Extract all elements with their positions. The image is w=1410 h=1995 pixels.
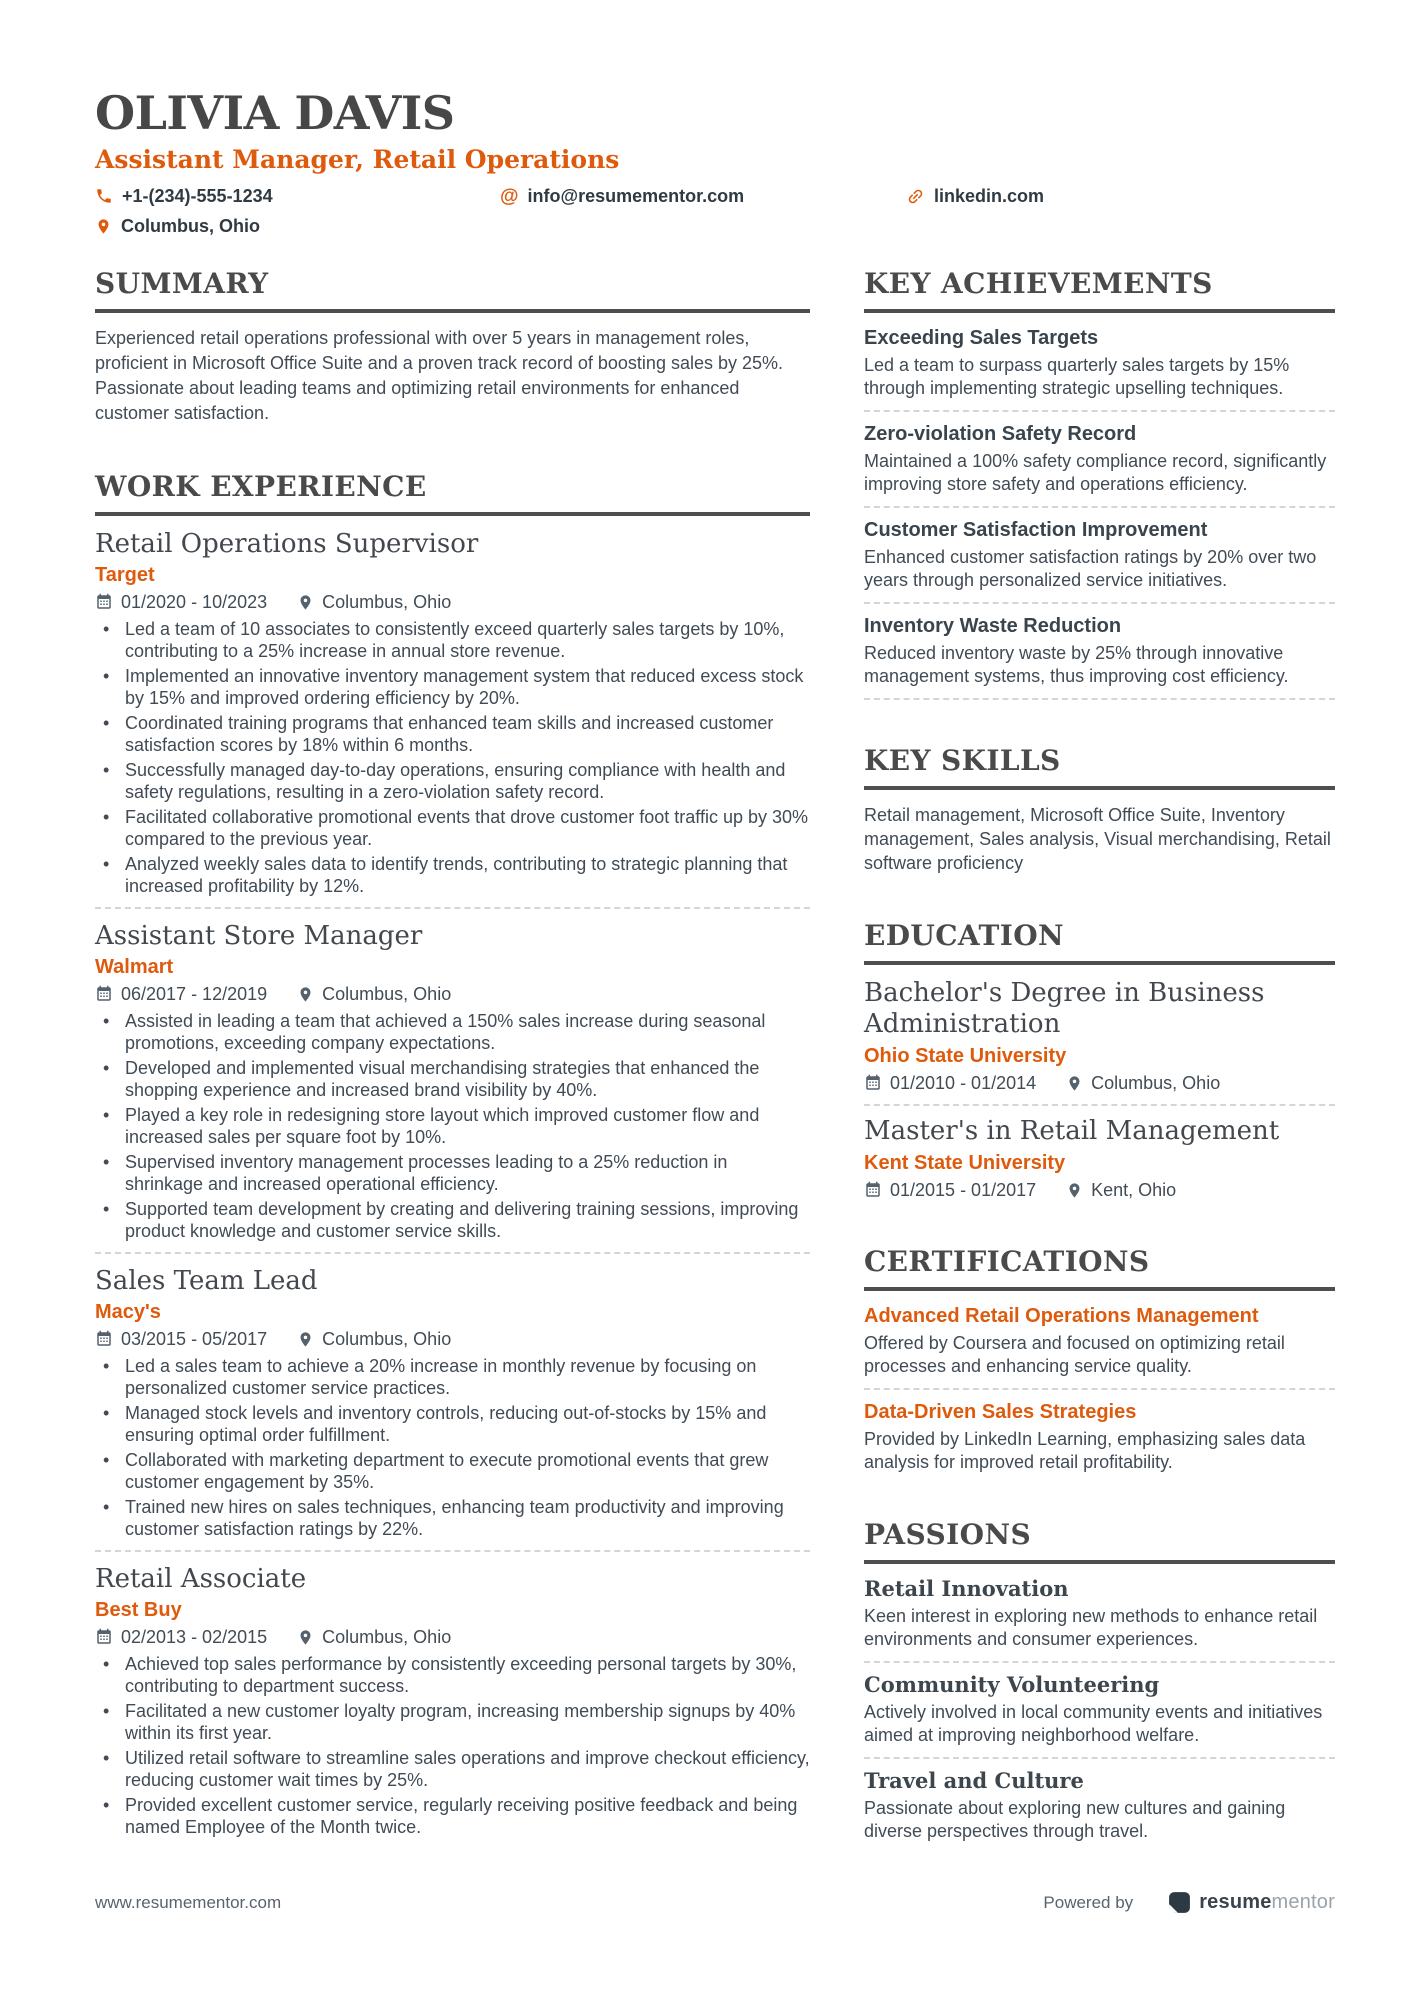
certification-text: Offered by Coursera and focused on optimizing retail processes and enhancing service quality. (864, 1332, 1285, 1376)
job-dates: 02/2013 - 02/2015 (95, 1627, 267, 1648)
calendar-icon (95, 1330, 113, 1348)
passions-section (864, 1518, 1335, 1843)
education-meta (864, 1180, 1335, 1201)
education-location: Kent, Ohio (1066, 1180, 1176, 1201)
calendar-icon (95, 985, 113, 1003)
job-bullet: • Facilitated a new customer loyalty program, increasing membership signups by 40% within its first year. (95, 1700, 810, 1744)
key-skills-section (864, 744, 1335, 875)
job-bullet: • Assisted in leading a team that achieved a 150% sales increase during seasonal promotions, exceeding company expectations. (95, 1010, 810, 1054)
job-meta (95, 592, 810, 613)
location (95, 216, 260, 237)
education-dates: 01/2010 - 01/2014 (864, 1073, 1036, 1094)
job-bullet: • Coordinated training programs that enhanced team skills and increased customer satisfaction scores by 18% within 6 months. (95, 712, 810, 756)
link-icon (902, 183, 929, 210)
job-bullet: • Developed and implemented visual merchandising strategies that enhanced the shopping experience and increased brand visibility by 40%. (95, 1057, 810, 1101)
certification-item (864, 1400, 1335, 1474)
job-entry (95, 921, 810, 1242)
job-company: Walmart (95, 955, 174, 978)
degree-title: Bachelor's Degree in Business Administration (864, 977, 1265, 1039)
job-bullet: • Supported team development by creating and delivering training sessions, improving product knowledge and customer service skills. (95, 1198, 810, 1242)
job-bullet: • Implemented an innovative inventory management system that reduced excess stock by 15% and improved ordering efficiency by 20%. (95, 665, 810, 709)
resume-columns (95, 267, 1335, 1843)
job-location: Columbus, Ohio (297, 1329, 451, 1350)
job-bullet: • Achieved top sales performance by consistently exceeding personal targets by 30%, contributing to department success. (95, 1653, 810, 1697)
education-entry (864, 1116, 1335, 1201)
education-location: Columbus, Ohio (1066, 1073, 1220, 1094)
job-entry (95, 529, 810, 897)
location-pin-icon (95, 218, 112, 235)
job-title: Sales Team Lead (95, 1265, 318, 1296)
job-bullet: • Played a key role in redesigning store layout which improved customer flow and increased sales per square foot by 10%. (95, 1104, 810, 1148)
dashed-divider (864, 1104, 1335, 1106)
certification-text: Provided by LinkedIn Learning, emphasizing sales data analysis for improved retail profitability. (864, 1428, 1306, 1472)
passion-text: Keen interest in exploring new methods to enhance retail environments and consumer experiences. (864, 1605, 1318, 1649)
certification-title: Advanced Retail Operations Management (864, 1304, 1259, 1327)
passion-title: Travel and Culture (864, 1767, 1084, 1793)
job-entry (95, 1266, 810, 1540)
education-entry (864, 978, 1335, 1094)
job-location: Columbus, Ohio (297, 592, 451, 613)
key-achievements-section (864, 267, 1335, 700)
job-bullets (95, 1355, 810, 1540)
job-title: Retail Operations Supervisor (95, 528, 479, 559)
person-name: OLIVIA DAVIS (95, 86, 455, 140)
phone-number: +1-(234)-555-1234 (122, 185, 273, 206)
passion-text: Passionate about exploring new cultures and gaining diverse perspectives through travel. (864, 1797, 1286, 1841)
education-meta (864, 1073, 1335, 1094)
at-icon: @ (500, 185, 519, 207)
job-location: Columbus, Ohio (297, 1627, 451, 1648)
education-dates: 01/2015 - 01/2017 (864, 1180, 1036, 1201)
summary-heading: SUMMARY (95, 267, 810, 313)
passion-title: Community Volunteering (864, 1671, 1160, 1697)
contact-row-1 (95, 186, 1335, 207)
summary-text: Experienced retail operations professional with over 5 years in management roles, proficient in Microsoft Office Suite and a proven track record of boosting sales by 25%. Passionate about leading teams and optimizing retail environments for enhanced customer satisfaction. (95, 327, 784, 423)
skills-text: Retail management, Microsoft Office Suite, Inventory management, Sales analysis, Visual merchandising, Retail software proficiency (864, 804, 1331, 873)
work-experience-section (95, 470, 810, 1838)
achievement-item (864, 326, 1335, 400)
achievement-title: Zero-violation Safety Record (864, 422, 1137, 445)
dashed-divider (864, 1661, 1335, 1663)
achievement-text: Enhanced customer satisfaction ratings by 20% over two years through personalized service initiatives. (864, 546, 1317, 590)
passion-text: Actively involved in local community events and initiatives aimed at improving neighborhood welfare. (864, 1701, 1323, 1745)
key-achievements-heading: KEY ACHIEVEMENTS (864, 267, 1335, 313)
dashed-divider (864, 506, 1335, 508)
job-meta (95, 984, 810, 1005)
job-bullet: • Supervised inventory management processes leading to a 25% reduction in shrinkage and increased operational efficiency. (95, 1151, 810, 1195)
certifications-section (864, 1245, 1335, 1474)
achievement-title: Exceeding Sales Targets (864, 326, 1099, 349)
calendar-icon (95, 593, 113, 611)
resumementor-brand-link[interactable] (1167, 1890, 1335, 1915)
achievement-text: Led a team to surpass quarterly sales targets by 15% through implementing strategic upselling techniques. (864, 354, 1290, 398)
achievement-text: Reduced inventory waste by 25% through innovative management systems, thus improving cost efficiency. (864, 642, 1289, 686)
location-pin-icon (297, 1629, 314, 1646)
contact-row-2 (95, 216, 1335, 237)
dashed-divider (864, 410, 1335, 412)
resume-header (95, 88, 1335, 237)
resumementor-logo-icon (1167, 1890, 1192, 1915)
school-name: Kent State University (864, 1151, 1066, 1174)
job-bullets (95, 1010, 810, 1242)
education-section (864, 919, 1335, 1201)
linkedin-link[interactable] (906, 186, 1044, 207)
location-text: Columbus, Ohio (121, 215, 260, 236)
job-bullets (95, 618, 810, 897)
achievement-item (864, 422, 1335, 496)
location-pin-icon (1066, 1075, 1083, 1092)
linkedin-text: linkedin.com (934, 185, 1045, 206)
contact-info (95, 186, 1335, 237)
job-bullet: • Provided excellent customer service, regularly receiving positive feedback and being named Employee of the Month twice. (95, 1794, 810, 1838)
job-bullet: • Managed stock levels and inventory controls, reducing out-of-stocks by 15% and ensuring optimal order fulfillment. (95, 1402, 810, 1446)
certifications-heading: CERTIFICATIONS (864, 1245, 1335, 1291)
job-company: Target (95, 563, 155, 586)
job-location: Columbus, Ohio (297, 984, 451, 1005)
dashed-divider (864, 602, 1335, 604)
right-column (864, 267, 1335, 1843)
job-headline: Assistant Manager, Retail Operations (95, 144, 620, 174)
education-heading: EDUCATION (864, 919, 1335, 965)
phone-icon (95, 187, 113, 205)
key-skills-heading: KEY SKILLS (864, 744, 1335, 790)
passion-item (864, 1577, 1335, 1651)
calendar-icon (864, 1074, 882, 1092)
summary-section (95, 267, 810, 426)
page-footer (95, 1890, 1335, 1915)
dashed-divider (95, 1252, 810, 1254)
job-bullet: • Utilized retail software to streamline sales operations and improve checkout efficiency, reducing customer wait times by 25%. (95, 1747, 810, 1791)
job-bullet: • Led a team of 10 associates to consistently exceed quarterly sales targets by 10%, contributing to a 25% increase in annual store revenue. (95, 618, 810, 662)
email-link[interactable] (500, 186, 906, 207)
achievement-text: Maintained a 100% safety compliance record, significantly improving store safety and operations efficiency. (864, 450, 1327, 494)
brand-wordmark: resumementor (1199, 1891, 1335, 1913)
job-company: Macy's (95, 1300, 161, 1323)
phone-link[interactable] (95, 186, 500, 207)
powered-by (1043, 1890, 1335, 1915)
school-name: Ohio State University (864, 1044, 1067, 1067)
degree-title: Master's in Retail Management (864, 1115, 1280, 1146)
email-address: info@resumementor.com (527, 185, 745, 206)
certification-title: Data-Driven Sales Strategies (864, 1400, 1137, 1423)
job-bullet: • Collaborated with marketing department to execute promotional events that grew customer engagement by 35%. (95, 1449, 810, 1493)
dashed-divider (864, 1388, 1335, 1390)
job-meta (95, 1329, 810, 1350)
location-pin-icon (1066, 1182, 1083, 1199)
dashed-divider (95, 907, 810, 909)
location-pin-icon (297, 986, 314, 1003)
achievement-title: Inventory Waste Reduction (864, 614, 1122, 637)
passion-item (864, 1769, 1335, 1843)
achievement-item (864, 614, 1335, 688)
powered-by-label: Powered by (1043, 1892, 1134, 1912)
job-meta (95, 1627, 810, 1648)
job-dates: 03/2015 - 05/2017 (95, 1329, 267, 1350)
job-bullets (95, 1653, 810, 1838)
job-company: Best Buy (95, 1598, 182, 1621)
location-pin-icon (297, 594, 314, 611)
job-dates: 06/2017 - 12/2019 (95, 984, 267, 1005)
achievement-title: Customer Satisfaction Improvement (864, 518, 1208, 541)
work-experience-heading: WORK EXPERIENCE (95, 470, 810, 516)
job-bullet: • Led a sales team to achieve a 20% increase in monthly revenue by focusing on personalized customer service practices. (95, 1355, 810, 1399)
footer-site-link[interactable]: www.resumementor.com (95, 1892, 282, 1912)
left-column (95, 267, 810, 1843)
location-pin-icon (297, 1331, 314, 1348)
certification-item (864, 1304, 1335, 1378)
job-entry (95, 1564, 810, 1838)
job-dates: 01/2020 - 10/2023 (95, 592, 267, 613)
job-title: Retail Associate (95, 1563, 307, 1594)
achievement-item (864, 518, 1335, 592)
job-bullet: • Successfully managed day-to-day operations, ensuring compliance with health and safety regulations, resulting in a zero-violation safety record. (95, 759, 810, 803)
passion-item (864, 1673, 1335, 1747)
job-bullet: • Analyzed weekly sales data to identify trends, contributing to strategic planning that increased profitability by 12%. (95, 853, 810, 897)
passions-heading: PASSIONS (864, 1518, 1335, 1564)
calendar-icon (864, 1181, 882, 1199)
job-title: Assistant Store Manager (95, 920, 423, 951)
dashed-divider (864, 1757, 1335, 1759)
job-bullet: • Trained new hires on sales techniques, enhancing team productivity and improving customer satisfaction ratings by 22%. (95, 1496, 810, 1540)
job-bullet: • Facilitated collaborative promotional events that drove customer foot traffic up by 30% compared to the previous year. (95, 806, 810, 850)
dashed-divider (95, 1550, 810, 1552)
dashed-divider (864, 698, 1335, 700)
passion-title: Retail Innovation (864, 1575, 1069, 1601)
calendar-icon (95, 1628, 113, 1646)
